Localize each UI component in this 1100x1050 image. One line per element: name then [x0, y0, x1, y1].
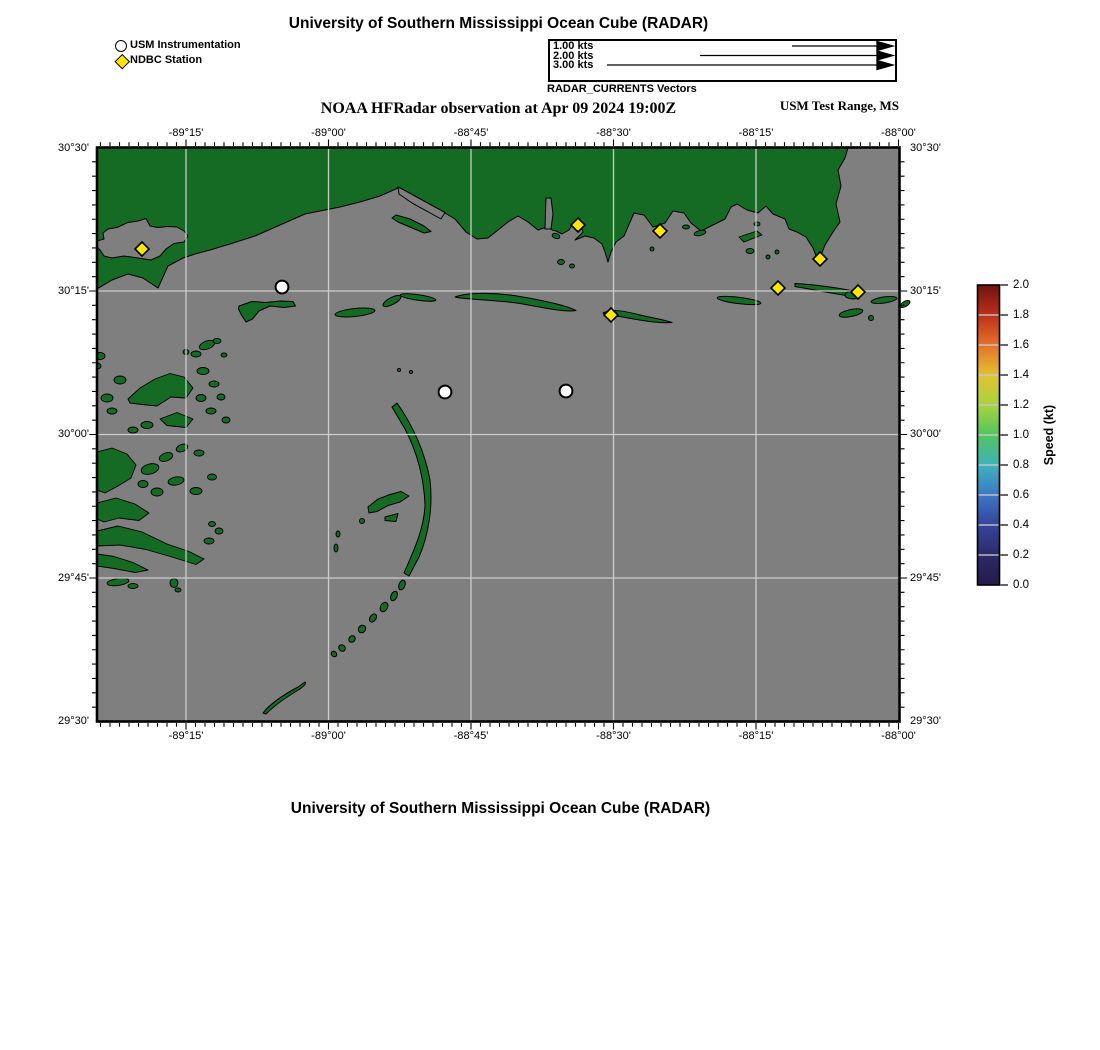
lon-tick-label: -89°15'	[168, 730, 204, 742]
page-title: University of Southern Mississippi Ocean Cube (RADAR)	[288, 15, 709, 32]
lat-tick-label: 30°15'	[910, 284, 941, 297]
lat-tick-label: 30°30'	[910, 141, 941, 154]
lat-tick-label: 30°00'	[58, 428, 89, 440]
lon-tick-label: -88°45'	[453, 127, 489, 139]
lat-tick-label: 29°30'	[910, 715, 941, 727]
footer-title: University of Southern Mississippi Ocean Cube (RADAR)	[290, 800, 711, 817]
lat-tick-label: 30°30'	[58, 141, 89, 154]
colorbar	[978, 285, 1009, 585]
lon-tick-label: -89°00'	[311, 127, 346, 139]
lon-tick-label: -89°00'	[311, 730, 346, 742]
vector-scale-1kt: 1.00 kts	[553, 40, 594, 52]
colorbar-tick-label: 0.0	[1013, 579, 1029, 591]
pascagoula-channel	[545, 198, 553, 229]
lat-tick-label: 30°15'	[58, 284, 89, 297]
usm-instrumentation-marker	[560, 385, 573, 398]
colorbar-tick-label: 1.8	[1013, 309, 1029, 321]
lat-tick-label: 29°30'	[58, 715, 89, 727]
lon-tick-label: -88°15'	[738, 127, 774, 139]
lat-tick-label: 29°45'	[58, 571, 89, 584]
usm-instrumentation-marker	[276, 281, 289, 294]
colorbar-tick-label: 1.6	[1013, 339, 1029, 351]
vector-scale-box	[548, 39, 897, 82]
observation-subtitle: NOAA HFRadar observation at Apr 09 2024 19:00Z	[320, 100, 677, 117]
lon-tick-label: -88°30'	[596, 730, 631, 742]
vector-scale-2kt: 2.00 kts	[553, 49, 594, 62]
vector-scale-3kt: 3.00 kts	[553, 59, 594, 71]
colorbar-tick-label: 1.2	[1013, 399, 1029, 411]
range-label: USM Test Range, MS	[779, 98, 899, 113]
lon-tick-label: -88°45'	[453, 730, 489, 742]
lon-tick-label: -88°15'	[738, 730, 774, 742]
usm-legend-label: USM Instrumentation	[130, 39, 241, 51]
lon-tick-label: -89°15'	[168, 127, 204, 139]
usm-instrumentation-icon	[115, 40, 127, 52]
colorbar-tick-label: 2.0	[1013, 279, 1029, 291]
lon-tick-label: -88°00'	[881, 730, 916, 742]
lon-tick-label: -88°30'	[596, 127, 631, 139]
lat-tick-label: 30°00'	[910, 428, 941, 440]
lat-tick-label: 29°45'	[910, 571, 941, 584]
lon-tick-label: -88°00'	[881, 127, 916, 139]
ndbc-legend-label: NDBC Station	[130, 54, 203, 66]
usm-instrumentation-marker	[439, 386, 452, 399]
colorbar-tick-label: 1.0	[1013, 429, 1029, 441]
colorbar-tick-label: 1.4	[1013, 369, 1029, 381]
colorbar-tick-label: 0.4	[1013, 519, 1029, 531]
colorbar-tick-label: 0.6	[1013, 489, 1029, 501]
colorbar-tick-label: 0.2	[1013, 549, 1029, 561]
colorbar-tick-label: 0.8	[1013, 459, 1029, 471]
colorbar-title: Speed (kt)	[1042, 404, 1056, 466]
vector-scale-caption: RADAR_CURRENTS Vectors	[547, 83, 697, 95]
